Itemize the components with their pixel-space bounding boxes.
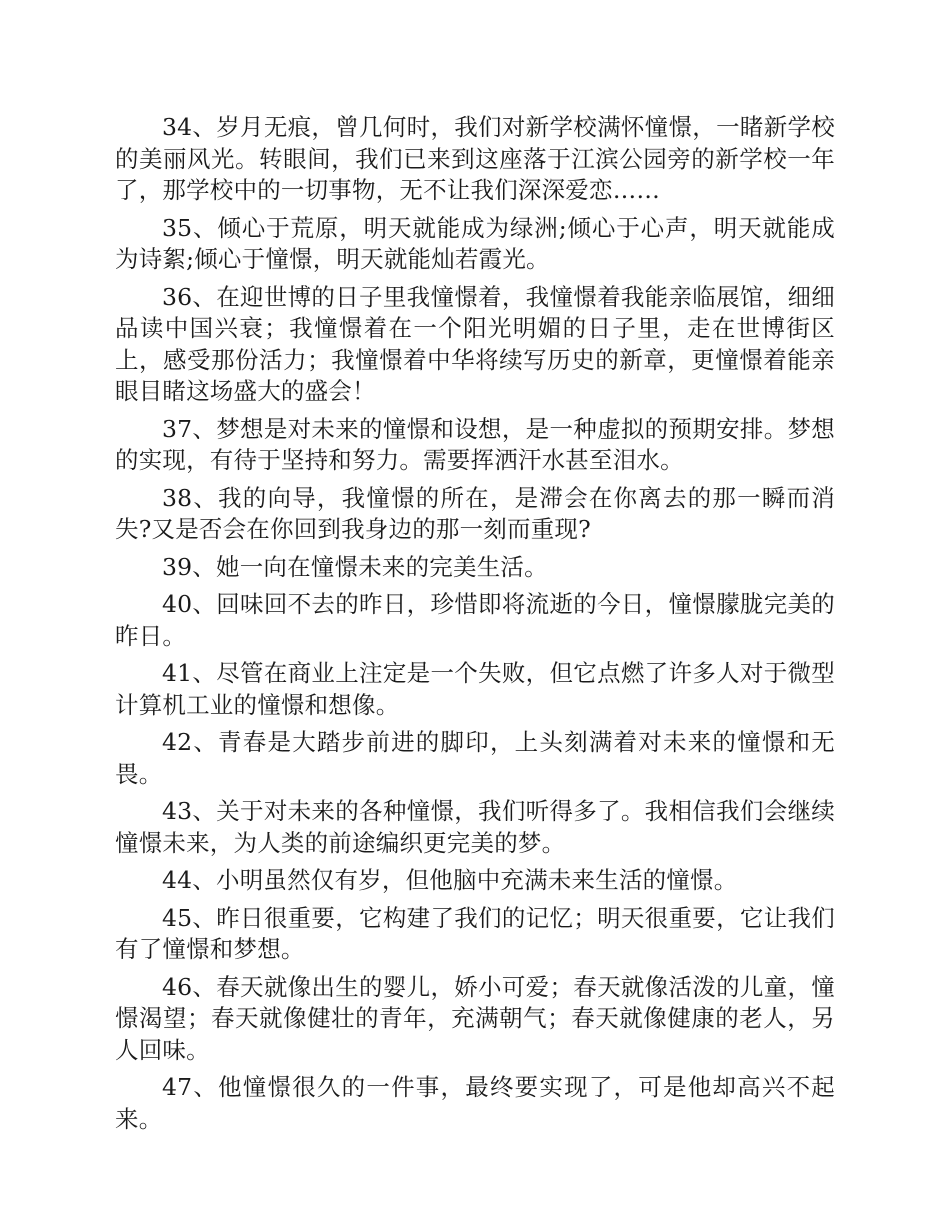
paragraph-41: 41、尽管在商业上注定是一个失败，但它点燃了许多人对于微型计算机工业的憧憬和想像。 (115, 659, 835, 719)
paragraph-36: 36、在迎世博的日子里我憧憬着，我憧憬着我能亲临展馆，细细品读中国兴衰；我憧憬着在一个阳光明媚的日子里，走在世博街区上，感受那份活力；我憧憬着中华将续写历史的新章，更憧憬着能亲眼目睹这场盛大的盛会！ (115, 282, 835, 405)
paragraph-42: 42、青春是大踏步前进的脚印，上头刻满着对未来的憧憬和无畏。 (115, 728, 835, 788)
paragraph-44: 44、小明虽然仅有岁，但他脑中充满未来生活的憧憬。 (162, 866, 738, 894)
document-body (115, 112, 835, 1141)
paragraph-37: 37、梦想是对未来的憧憬和设想，是一种虚拟的预期安排。梦想的实现，有待于坚持和努力。需要挥洒汗水甚至泪水。 (115, 414, 835, 474)
paragraph-47: 47、他憧憬很久的一件事，最终要实现了，可是他却高兴不起来。 (115, 1073, 835, 1133)
paragraph-43: 43、关于对未来的各种憧憬，我们听得多了。我相信我们会继续憧憬未来，为人类的前途编织更完美的梦。 (115, 797, 835, 857)
paragraph-39: 39、她一向在憧憬未来的完美生活。 (162, 552, 548, 581)
paragraph-40: 40、回味回不去的昨日，珍惜即将流逝的今日，憧憬朦胧完美的昨日。 (115, 590, 835, 650)
paragraph-45: 45、昨日很重要，它构建了我们的记忆；明天很重要，它让我们有了憧憬和梦想。 (115, 903, 835, 963)
paragraph-34: 34、岁月无痕，曾几何时，我们对新学校满怀憧憬，一睹新学校的美丽风光。转眼间，我们已来到这座落于江滨公园旁的新学校一年了，那学校中的一切事物，无不让我们深深爱恋…… (115, 113, 835, 204)
paragraph-35: 35、倾心于荒原，明天就能成为绿洲;倾心于心声，明天就能成为诗絮;倾心于憧憬，明天就能灿若霞光。 (115, 213, 835, 273)
paragraph-46: 46、春天就像出生的婴儿，娇小可爱；春天就像活泼的儿童，憧憬渴望；春天就像健壮的青年，充满朝气；春天就像健康的老人，另人回味。 (115, 972, 835, 1064)
paragraph-38: 38、我的向导，我憧憬的所在，是滞会在你离去的那一瞬而消失?又是否会在你回到我身边的那一刻而重现? (115, 483, 835, 543)
